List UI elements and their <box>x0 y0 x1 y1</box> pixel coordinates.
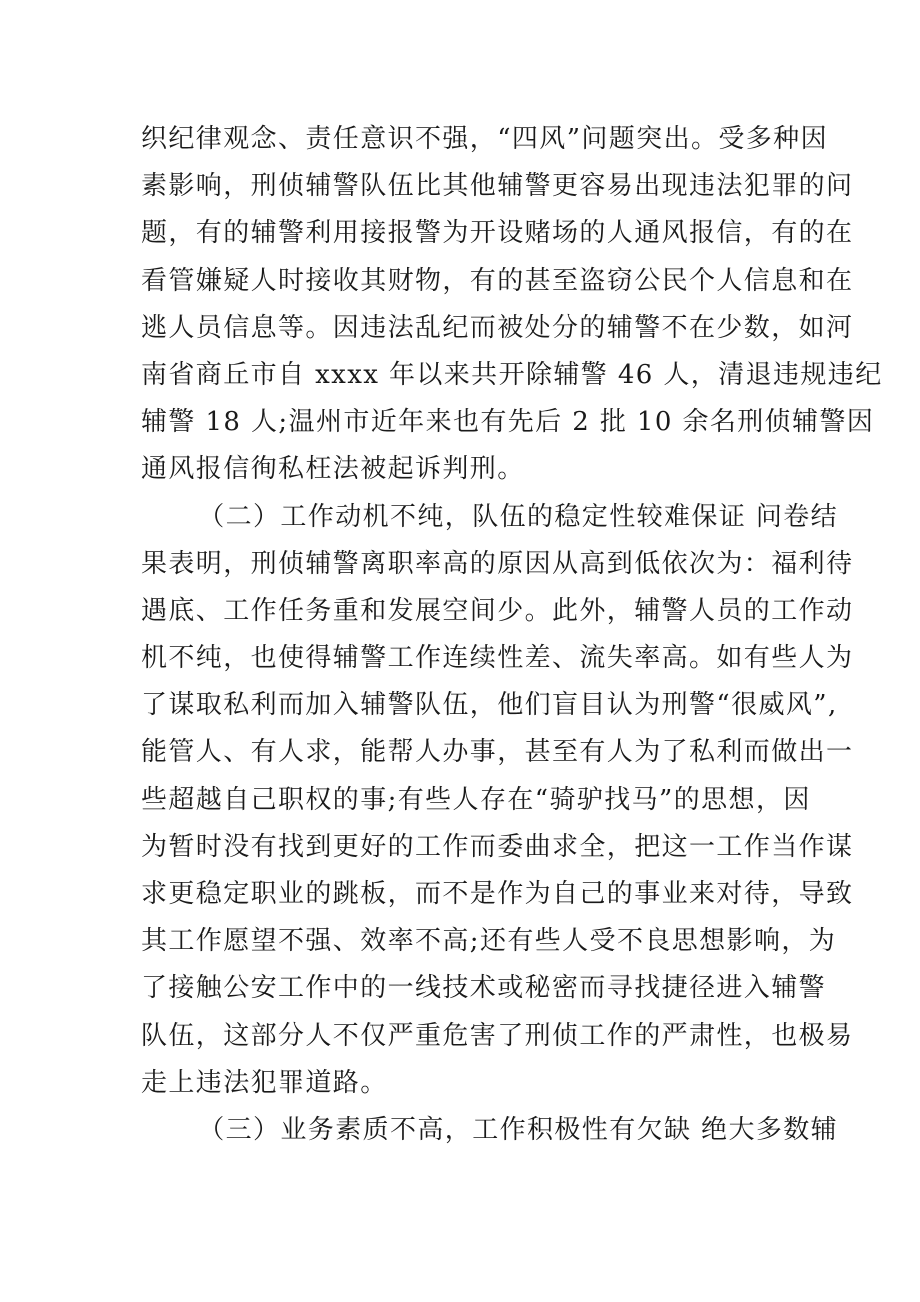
paragraph-first-line: （二）工作动机不纯，队伍的稳定性较难保证 问卷结 <box>198 501 839 532</box>
text-line: 看管嫌疑人时接收其财物，有的甚至盗窃公民个人信息和在 <box>141 265 854 296</box>
body-text <box>141 116 883 1154</box>
text-line: 队伍，这部分人不仅严重危害了刑侦工作的严肃性，也极易 <box>141 1020 854 1051</box>
text-line: 走上违法犯罪道路。 <box>141 1067 388 1098</box>
text-line: 南省商丘市自 xxxx 年以来共开除辅警 46 人，清退违规违纪 <box>141 359 883 390</box>
text-line: 其工作愿望不强、效率不高;还有些人受不良思想影响，为 <box>141 926 837 957</box>
text-line: 了接触公安工作中的一线技术或秘密而寻找捷径进入辅警 <box>141 973 827 1004</box>
text-line: 逃人员信息等。因违法乱纪而被处分的辅警不在少数，如河 <box>141 312 854 343</box>
text-line: 织纪律观念、责任意识不强，“四风”问题突出。受多种因 <box>141 124 828 154</box>
text-line: 果表明，刑侦辅警离职率高的原因从高到低依次为：福利待 <box>141 548 854 579</box>
text-line: 素影响，刑侦辅警队伍比其他辅警更容易出现违法犯罪的问 <box>141 171 854 202</box>
text-line: 机不纯，也使得辅警工作连续性差、流失率高。如有些人为 <box>141 643 854 674</box>
text-line: 辅警 18 人;温州市近年来也有先后 2 批 10 余名刑侦辅警因 <box>141 407 875 438</box>
paragraph-first-line: （三）业务素质不高，工作积极性有欠缺 绝大多数辅 <box>198 1114 839 1145</box>
text-line: 通风报信徇私枉法被起诉判刑。 <box>141 454 525 485</box>
text-line: 能管人、有人求，能帮人办事，甚至有人为了私利而做出一 <box>141 737 854 768</box>
text-line: 为暂时没有找到更好的工作而委曲求全，把这一工作当作谋 <box>141 831 854 862</box>
text-line: 求更稳定职业的跳板，而不是作为自己的事业来对待，导致 <box>141 879 854 909</box>
text-line: 了谋取私利而加入辅警队伍，他们盲目认为刑警“很威风”, <box>141 690 838 721</box>
text-line: 题，有的辅警利用接报警为开设赌场的人通风报信，有的在 <box>141 218 854 249</box>
text-line: 遇底、工作任务重和发展空间少。此外，辅警人员的工作动 <box>141 595 854 626</box>
text-line: 些超越自己职权的事;有些人存在“骑驴找马”的思想，因 <box>141 784 811 815</box>
